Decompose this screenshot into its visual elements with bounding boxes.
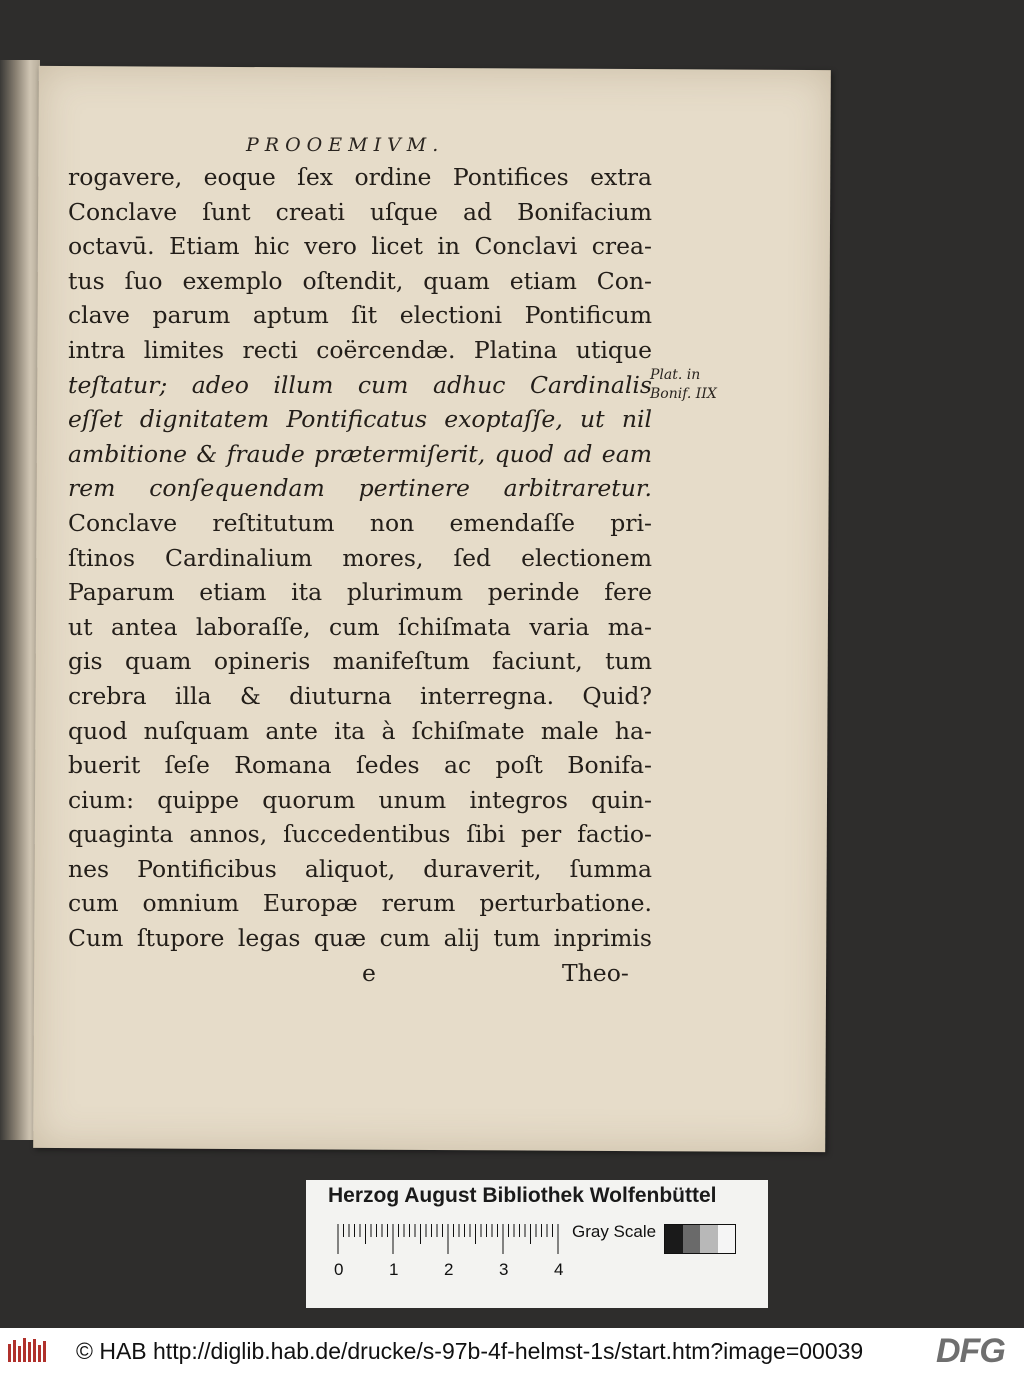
text-line: Cum ſtupore legas quæ cum alij tum inprimis	[68, 924, 652, 953]
text-line: cium: quippe quorum unum integros quin-	[68, 785, 652, 814]
text-line: cum omnium Europæ rerum perturbatione.	[68, 889, 652, 918]
marginal-note	[650, 366, 740, 404]
dfg-logo: DFG	[936, 1332, 1005, 1370]
text-line: Conclave reſtitutum non emendaſſe pri-	[68, 508, 652, 537]
signature-mark: e	[362, 958, 376, 987]
running-head: PROOEMIVM.	[246, 134, 445, 156]
ruler-label: 2	[444, 1260, 454, 1279]
marginal-note-line: Bonif. IIX	[650, 386, 717, 402]
text-line: teſtatur; adeo illum cum adhuc Cardinalis	[68, 370, 652, 399]
text-line: Conclave ſunt creati uſque ad Bonifacium	[68, 197, 652, 226]
library-name: Herzog August Bibliothek Wolfenbüttel	[328, 1184, 717, 1207]
catchword: Theo-	[562, 958, 629, 987]
ruler-label: 0	[334, 1260, 344, 1279]
marginal-note-line: Plat. in	[650, 367, 701, 383]
text-line: rem conſequendam pertinere arbitraretur.	[68, 474, 652, 503]
hab-logo-icon	[6, 1336, 48, 1366]
ruler-labels	[332, 1260, 582, 1282]
gray-swatch	[665, 1225, 683, 1253]
text-line: tus ſuo exemplo oſtendit, quam etiam Con-	[68, 266, 652, 295]
text-line: quaginta annos, ſuccedentibus ſibi per factio-	[68, 820, 652, 849]
gray-swatch	[718, 1225, 736, 1253]
text-line: ſtinos Cardinalium mores, ſed electionem	[68, 543, 652, 572]
text-line: crebra illa & diuturna interregna. Quid?	[68, 681, 652, 710]
ruler-label: 4	[554, 1260, 564, 1279]
text-line: gis quam opineris manifeſtum faciunt, tum	[68, 647, 652, 676]
catchword-line	[68, 956, 652, 991]
text-line: eſſet dignitatem Pontificatus exoptaſſe, ut nil	[68, 405, 652, 434]
gray-swatch	[683, 1225, 701, 1253]
ruler-label: 1	[389, 1260, 399, 1279]
text-line: rogavere, eoque ſex ordine Pontifices extra	[68, 163, 652, 191]
text-line: intra limites recti coërcendæ. Platina utique	[68, 335, 652, 364]
source-url[interactable]: © HAB http://diglib.hab.de/drucke/s-97b-4f-helmst-1s/start.htm?image=00039	[76, 1338, 864, 1364]
text-line: ambitione & fraude prætermiſerit, quod ad eam	[68, 439, 652, 468]
text-line: nes Pontificibus aliquot, duraverit, ſumma	[68, 854, 652, 883]
text-line: ut antea laboraſſe, cum ſchiſmata varia ma-	[68, 612, 652, 641]
body-text	[68, 160, 652, 990]
gray-swatch	[700, 1225, 718, 1253]
footer-bar	[0, 1328, 1024, 1374]
text-line: quod nuſquam ante ita à ſchiſmate male ha-	[68, 716, 652, 745]
gray-scale-label: Gray Scale	[572, 1222, 657, 1241]
text-line: octavū. Etiam hic vero licet in Conclavi crea-	[68, 232, 652, 261]
text-line: Paparum etiam ita plurimum perinde fere	[68, 578, 652, 607]
text-line: buerit ſeſe Romana ſedes ac poſt Bonifa-	[68, 751, 652, 780]
ruler-label: 3	[499, 1260, 509, 1279]
ruler-scale	[336, 1224, 566, 1254]
library-color-card	[306, 1180, 768, 1308]
text-line: clave parum aptum ſit electioni Pontificum	[68, 301, 652, 330]
gray-scale-swatches	[664, 1224, 736, 1254]
